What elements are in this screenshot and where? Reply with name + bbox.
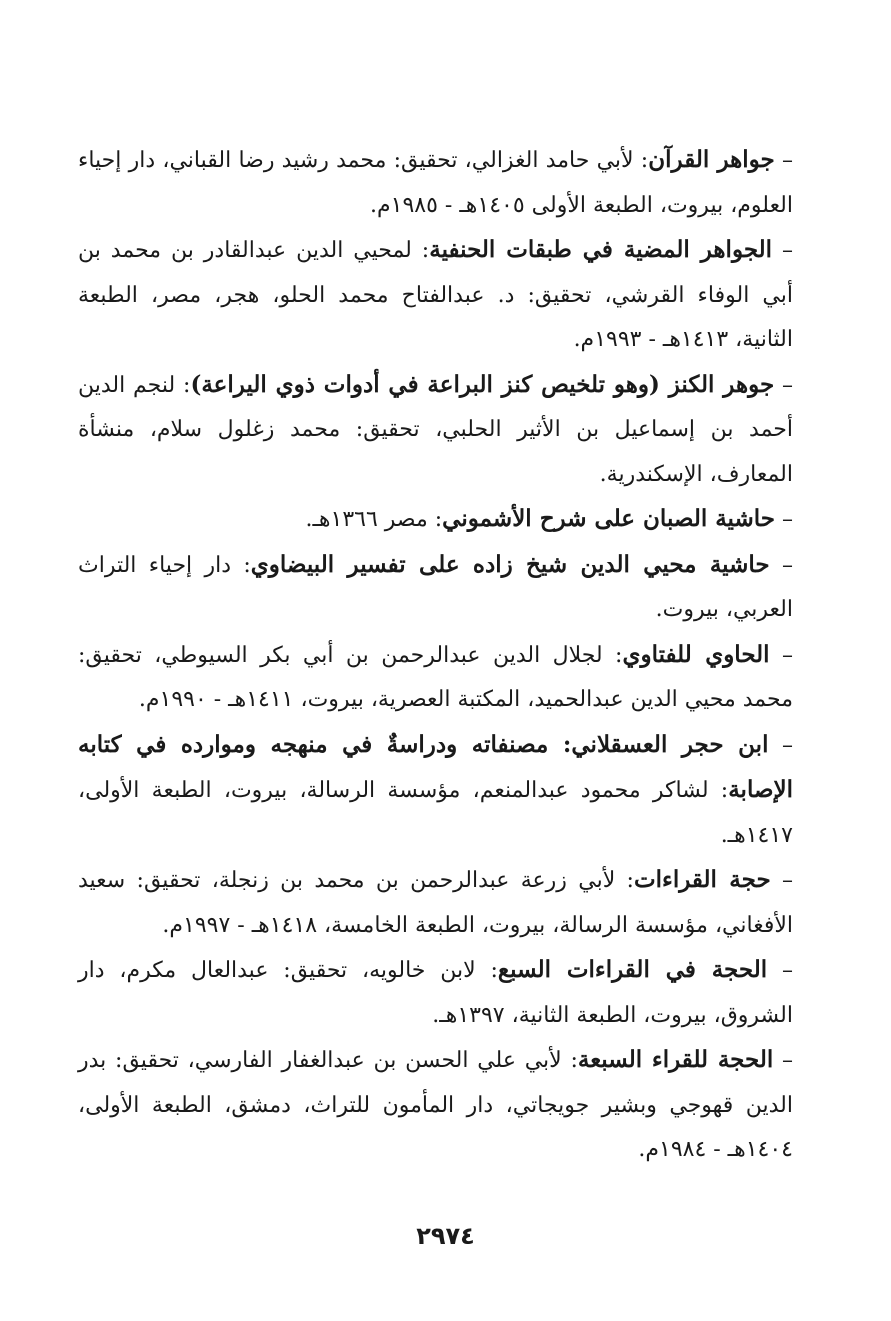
bibliography-entry: – حجة القراءات: لأبي زرعة عبدالرحمن بن محمد بن زنجلة، تحقيق: سعيد الأفغاني، مؤسسة الرسالة، بيروت، الطبعة الخامسة، ١٤١٨هـ - ١٩٩٧م. (78, 866, 793, 938)
entry-text: : لجلال الدين عبدالرحمن بن أبي بكر السيوطي، تحقيق: محمد محيي الدين عبدالحميد، المكتبة العصرية، بيروت، ١٤١١هـ - ١٩٩٠م. (78, 642, 793, 712)
entry-title: جوهر الكنز (وهو تلخيص كنز البراعة في أدوات ذوي اليراعة) (190, 370, 775, 398)
entry-title: حجة القراءات (633, 866, 771, 893)
bibliography-page (78, 138, 793, 1173)
bibliography-entry: – الحاوي للفتاوي: لجلال الدين عبدالرحمن بن أبي بكر السيوطي، تحقيق: محمد محيي الدين عبدالحميد، المكتبة العصرية، بيروت، ١٤١١هـ - ١٩٩٠م. (78, 640, 793, 712)
bibliography-entry: – حاشية محيي الدين شيخ زاده على تفسير البيضاوي: دار إحياء التراث العربي، بيروت. (78, 550, 793, 622)
page-number: ٢٩٧٤ (416, 1222, 475, 1250)
entry-text: : لمحيي الدين عبدالقادر بن محمد بن أبي الوفاء القرشي، تحقيق: د. عبدالفتاح محمد الحلو، هجر، مصر، الطبعة الثانية، ١٤١٣هـ - ١٩٩٣م. (78, 238, 793, 352)
entry-text: : لنجم الدين أحمد بن إسماعيل بن الأثير الحلبي، تحقيق: محمد زغلول سلام، منشأة المعارف، الإسكندرية. (78, 372, 794, 487)
bibliography-entry: – حاشية الصبان على شرح الأشموني: مصر ١٣٦٦هـ. (305, 505, 793, 532)
entry-text: : مصر ١٣٦٦هـ. (305, 507, 443, 532)
bibliography-entry: – الحجة في القراءات السبع: لابن خالويه، تحقيق: عبدالعال مكرم، دار الشروق، بيروت، الطبعة الثانية، ١٣٩٧هـ. (78, 956, 793, 1028)
entry-title: جواهر القرآن (648, 146, 775, 173)
bibliography-entry: – جوهر الكنز (وهو تلخيص كنز البراعة في أدوات ذوي اليراعة): لنجم الدين أحمد بن إسماعيل بن الأثير الحلبي، تحقيق: محمد زغلول سلام، منشأة المعارف، الإسكندرية. (78, 370, 794, 487)
bibliography-entry: – الجواهر المضية في طبقات الحنفية: لمحيي الدين عبدالقادر بن محمد بن أبي الوفاء القرشي، تحقيق: د. عبدالفتاح محمد الحلو، هجر، مصر، الطبعة الثانية، ١٤١٣هـ - ١٩٩٣م. (78, 236, 794, 352)
entry-text: : لشاكر محمود عبدالمنعم، مؤسسة الرسالة، بيروت، الطبعة الأولى، ١٤١٧هـ. (78, 778, 793, 848)
entry-text: : دار إحياء التراث العربي، بيروت. (78, 552, 793, 622)
entry-text: : لأبي حامد الغزالي، تحقيق: محمد رشيد رضا القباني، دار إحياء العلوم، بيروت، الطبعة الأولى ١٤٠٥هـ - ١٩٨٥م. (78, 148, 793, 218)
entry-title: ابن حجر العسقلاني: مصنفاته ودراسةٌ في منهجه وموارده في كتابه الإصابة (78, 730, 793, 803)
entry-text: : لأبي علي الحسن بن عبدالغفار الفارسي، تحقيق: بدر الدين قهوجي وبشير جويجاتي، دار المأمون للتراث، دمشق، الطبعة الأولى، ١٤٠٤هـ - ١٩٨٤م. (78, 1048, 793, 1162)
bibliography-entry: – جواهر القرآن: لأبي حامد الغزالي، تحقيق: محمد رشيد رضا القباني، دار إحياء العلوم، بيروت، الطبعة الأولى ١٤٠٥هـ - ١٩٨٥م. (78, 146, 793, 218)
entry-title: حاشية محيي الدين شيخ زاده على تفسير البيضاوي (250, 550, 770, 578)
entry-title: الجواهر المضية في طبقات الحنفية (429, 236, 773, 263)
entry-title: الحجة في القراءات السبع (497, 956, 768, 983)
entry-text: : لابن خالويه، تحقيق: عبدالعال مكرم، دار الشروق، بيروت، الطبعة الثانية، ١٣٩٧هـ. (78, 958, 793, 1028)
entry-title: الحجة للقراء السبعة (577, 1046, 774, 1073)
bibliography-entry: – ابن حجر العسقلاني: مصنفاته ودراسةٌ في منهجه وموارده في كتابه الإصابة: لشاكر محمود عبدالمنعم، مؤسسة الرسالة، بيروت، الطبعة الأولى، ١٤١٧هـ. (78, 730, 793, 848)
entry-title: الحاوي للفتاوي (622, 640, 770, 668)
entry-text: : لأبي زرعة عبدالرحمن بن محمد بن زنجلة، تحقيق: سعيد الأفغاني، مؤسسة الرسالة، بيروت، الطبعة الخامسة، ١٤١٨هـ - ١٩٩٧م. (78, 868, 793, 938)
bibliography-entry: – الحجة للقراء السبعة: لأبي علي الحسن بن عبدالغفار الفارسي، تحقيق: بدر الدين قهوجي وبشير جويجاتي، دار المأمون للتراث، دمشق، الطبعة الأولى، ١٤٠٤هـ - ١٩٨٤م. (78, 1046, 794, 1162)
entry-title: حاشية الصبان على شرح الأشموني (442, 505, 775, 532)
